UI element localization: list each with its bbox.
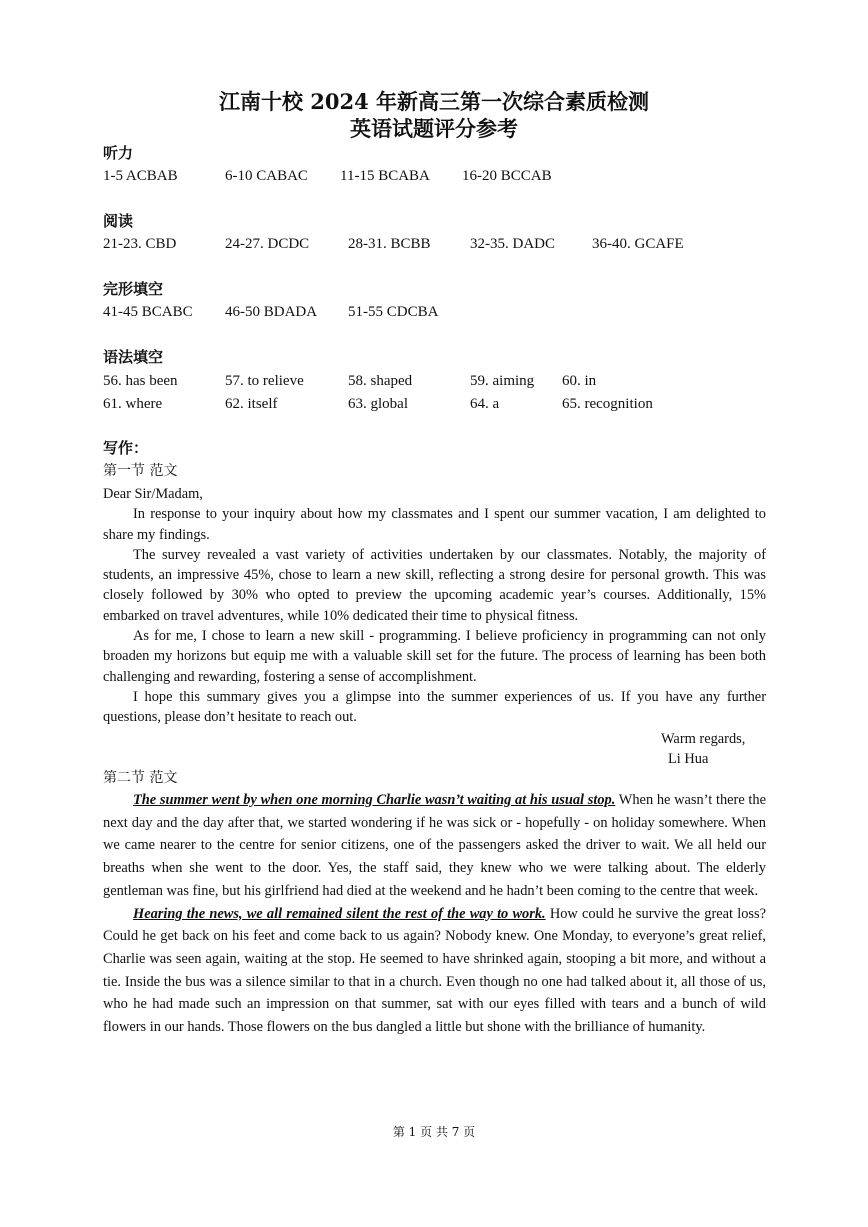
answer-item: 41-45 BCABC [103,304,193,320]
answer-item: 60. in [562,373,597,389]
answer-item: 59. aiming [470,373,535,389]
answer-item: 61. where [103,396,163,412]
exam-subtitle: 英语试题评分参考 [350,116,518,141]
letter-signature: Li Hua [668,751,709,767]
grammar-heading: 语法填空 [103,348,164,366]
answer-item: 64. a [470,396,500,412]
answer-item: 21-23. CBD [103,236,177,252]
writing-section2-label: 第二节 范文 [103,770,178,786]
answer-item: 36-40. GCAFE [592,236,684,252]
essay-paragraph [103,903,766,1039]
letter-paragraph: As for me, I chose to learn a new skill - programming. I believe proficiency in programming can not only broaden my horizons but equip me with a valuable skill set for the future. The process of learning has been both challenging and rewarding, fostering a sense of accomplishment. [103,628,766,685]
given-opening-sentence: Hearing the news, we all remained silent the rest of the way to work. [133,905,546,922]
answer-item: 65. recognition [562,396,653,412]
letter-paragraph: I hope this summary gives you a glimpse into the summer experiences of us. If you have any further questions, please don’t hesitate to reach out. [103,688,766,726]
sample-letter [103,484,766,728]
answer-item: 32-35. DADC [470,236,555,252]
given-opening-sentence: The summer went by when one morning Charlie wasn’t waiting at his usual stop. [133,792,616,808]
writing-section1-label: 第一节 范文 [103,463,178,479]
answer-item: 63. global [348,396,408,412]
letter-greeting: Dear Sir/Madam, [103,486,203,502]
answer-item: 46-50 BDADA [225,304,318,320]
essay-paragraph [103,789,766,903]
listening-heading: 听力 [103,144,134,162]
answer-item: 24-27. DCDC [225,236,310,252]
exam-title: 江南十校 2024 年新高三第一次综合素质检测 [218,89,650,114]
answer-item: 56. has been [103,373,178,389]
answer-item: 58. shaped [348,373,413,389]
answer-item: 51-55 CDCBA [348,304,439,320]
cloze-heading: 完形填空 [103,280,164,298]
answer-item: 57. to relieve [225,373,304,389]
answer-item: 6-10 CABAC [225,168,308,184]
continuation-essay [103,789,766,1039]
answer-item: 1-5 ACBAB [103,168,178,184]
letter-closing: Warm regards, [661,731,746,747]
writing-heading: 写作： [103,439,149,457]
essay-text: How could he survive the great loss? Could he get back on his feet and come back to us again? Nobody knew. One Monday, to everyone’s great relief, Charlie was seen again, waiting at the stop. He seemed to have shrinked again, stooping a bit more, and without a tie. Inside the bus was a silence similar to that in a church. Even though no one had talked about it, all those of us, who he had made such an impression on that summer, sat with our eyes filled with tears and a bunch of wild flowers in our hands. Those flowers on the bus dangled a little but shone with the brilliance of humanity. [103,905,766,1036]
answer-item: 62. itself [225,396,278,412]
essay-text: When he wasn’t there the next day and the day after that, we started wondering if he was sick or - hopefully - on holiday somewhere. When we came nearer to the centre for senior citizens, one of the passengers asked the driver to wait. We all held our breaths when she went to the door. Yes, the staff said, they knew who we were talking about. The elderly gentleman was fine, but his girlfriend had died at the weekend and he hadn’t been coming to the centre that week. [103,792,767,899]
letter-paragraph: In response to your inquiry about how my classmates and I spent our summer vacation, I am delighted to share my findings. [103,506,766,543]
answer-item: 28-31. BCBB [348,236,431,252]
letter-paragraph: The survey revealed a vast variety of activities undertaken by our classmates. Notably, the majority of students, an impressive 45%, chose to learn a new skill, reflecting a strong desire for personal growth. This was closely followed by 30% who opted to preview the upcoming academic year’s courses. Additionally, 15% embarked on travel adventures, while 10% dedicated their time to physical fitness. [103,546,766,624]
reading-heading: 阅读 [103,212,134,230]
answer-item: 11-15 BCABA [340,168,430,184]
page-number: 第 1 页 共 7 页 [392,1125,476,1139]
answer-item: 16-20 BCCAB [462,168,552,184]
